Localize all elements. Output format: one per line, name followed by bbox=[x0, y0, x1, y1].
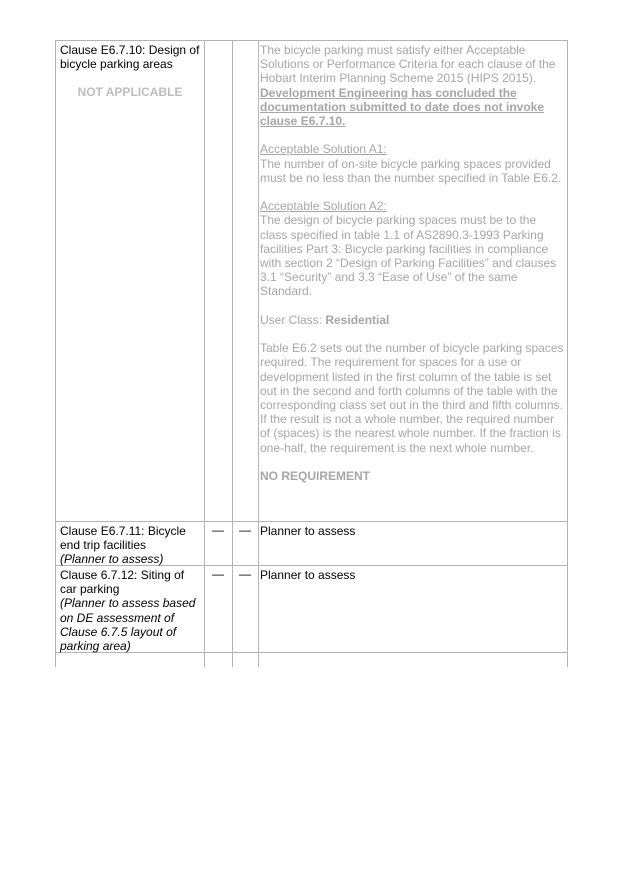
user-class bbox=[260, 313, 566, 327]
table-border-left bbox=[55, 40, 56, 667]
status-label: NOT APPLICABLE bbox=[77, 85, 183, 100]
a1-heading: Acceptable Solution A1: bbox=[260, 142, 387, 157]
column-3-value: — bbox=[239, 523, 251, 537]
a1-text: The number of on-site bicycle parking spaces provided must be no less than the number specified in Table E6.2. bbox=[260, 156, 562, 185]
a2-text: The design of bicycle parking spaces must be to the class specified in table 1.1 of AS2890.3-1993 Parking facilities Part 3: Bicycle parking facilities in compliance with section 2 “Design of Parking Facilities” and clauses 3.1 “Security” and 3.3 “Ease of Use” of the same Standard. bbox=[260, 213, 557, 299]
column-2-value: — bbox=[212, 523, 224, 537]
table-row bbox=[57, 568, 203, 653]
intro-text: The bicycle parking must satisfy either Acceptable Solutions or Performance Criteria for each clause of the Hobart Interim Planning Scheme 2015 (HIPS 2015). bbox=[260, 43, 556, 86]
assessment-text bbox=[260, 43, 566, 483]
clause-note: (Planner to assess) bbox=[60, 552, 164, 567]
comment-text: Planner to assess bbox=[260, 568, 356, 582]
table-column-divider-2 bbox=[232, 40, 233, 667]
clause-title: Clause E6.7.10: Design of bicycle parking areas bbox=[60, 43, 200, 72]
clause-note: (Planner to assess based on DE assessment of Clause 6.7.5 layout of parking area) bbox=[60, 596, 196, 654]
column-3-value: — bbox=[239, 567, 251, 581]
table-column-divider-1 bbox=[204, 40, 205, 667]
table-note: Table E6.2 sets out the number of bicycle parking spaces required. The requirement for spaces for a use or development listed in the first column of the table is set out in the second and forth columns of the table with the corresponding class set out in the third and fifth columns. If the result is not a whole number, the required number of (spaces) is the nearest whole number. If the fraction is one-half, the requirement is the next whole number. bbox=[260, 341, 564, 455]
table-row bbox=[57, 524, 203, 567]
table-border-right bbox=[567, 40, 568, 667]
user-class-label: User Class: bbox=[260, 312, 326, 327]
comment-text: Planner to assess bbox=[260, 524, 356, 538]
table-border-top bbox=[55, 40, 568, 41]
user-class-value: Residential bbox=[325, 312, 390, 327]
table-row bbox=[57, 43, 203, 100]
table-column-divider-3 bbox=[258, 40, 259, 667]
column-2-value: — bbox=[212, 567, 224, 581]
clause-title: Clause E6.7.11: Bicycle end trip facilities bbox=[60, 524, 186, 553]
conclusion-text: Development Engineering has concluded the documentation submitted to date does not invoke clause E6.7.10. bbox=[260, 85, 545, 129]
result-text: NO REQUIREMENT bbox=[260, 469, 371, 484]
row-divider-1 bbox=[55, 521, 568, 522]
a2-heading: Acceptable Solution A2: bbox=[260, 199, 387, 214]
clause-title: Clause 6.7.12: Siting of car parking bbox=[60, 568, 185, 597]
